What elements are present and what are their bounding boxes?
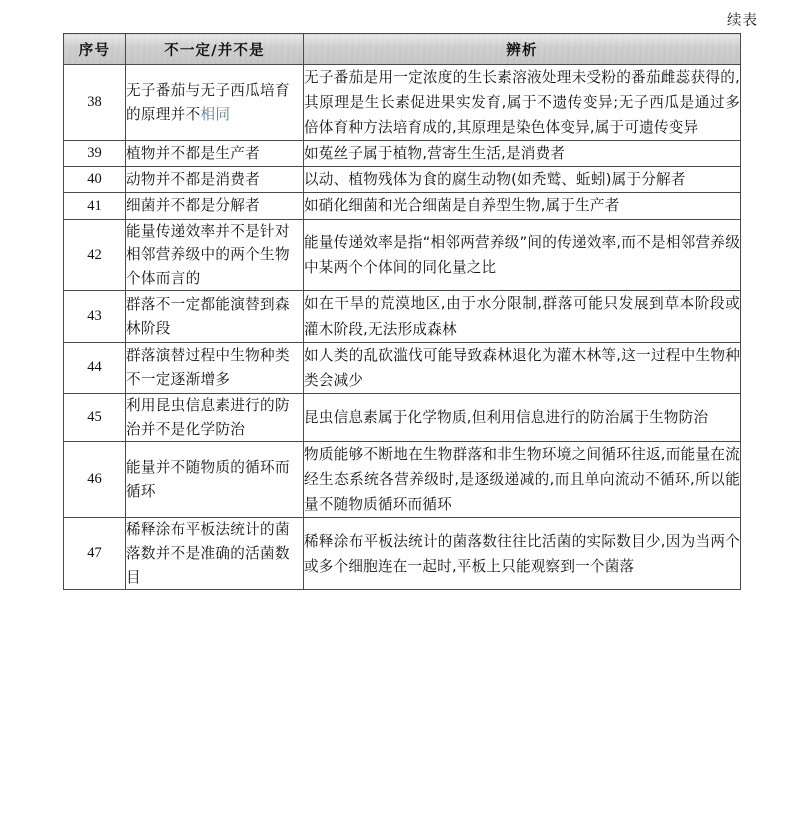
row-explanation: 稀释涂布平板法统计的菌落数往往比活菌的实际数目少,因为当两个或多个细胞连在一起时,平板上只能观察到一个菌落 <box>304 518 741 590</box>
row-claim <box>126 141 304 167</box>
table-row <box>64 291 741 342</box>
table-body <box>64 65 741 590</box>
table-row <box>64 393 741 441</box>
row-claim <box>126 342 304 393</box>
column-header-number: 序号 <box>64 34 126 65</box>
row-claim-text: 无子番茄与无子西瓜培育的原理并不 <box>126 82 290 123</box>
row-number: 42 <box>64 219 126 291</box>
row-claim-text: 群落演替过程中生物种类不一定逐渐增多 <box>126 347 290 388</box>
row-explanation: 能量传递效率是指“相邻两营养级”间的传递效率,而不是相邻营养级中某两个个体间的同化量之比 <box>304 219 741 291</box>
row-explanation: 以动、植物残体为食的腐生动物(如秃鹫、蚯蚓)属于分解者 <box>304 167 741 193</box>
continued-table-caption: 续表 <box>727 13 758 29</box>
row-claim-text: 动物并不都是消费者 <box>126 171 261 189</box>
knowledge-table <box>63 33 741 590</box>
row-number: 38 <box>64 65 126 141</box>
row-explanation: 如人类的乱砍滥伐可能导致森林退化为灌木林等,这一过程中生物种类会减少 <box>304 342 741 393</box>
row-claim <box>126 219 304 291</box>
column-header-explanation: 辨析 <box>304 34 741 65</box>
table-header-row <box>64 34 741 65</box>
table-row <box>64 219 741 291</box>
column-header-claim: 不一定/并不是 <box>126 34 304 65</box>
row-number: 39 <box>64 141 126 167</box>
table-row <box>64 65 741 141</box>
row-claim-text: 群落不一定都能演替到森林阶段 <box>126 295 290 337</box>
row-explanation: 昆虫信息素属于化学物质,但利用信息进行的防治属于生物防治 <box>304 393 741 441</box>
row-explanation: 如在干旱的荒漠地区,由于水分限制,群落可能只发展到草本阶段或灌木阶段,无法形成森林 <box>304 291 741 342</box>
row-explanation: 物质能够不断地在生物群落和非生物环境之间循环往返,而能量在流经生态系统各营养级时,是逐级递减的,而且单向流动不循环,所以能量不随物质循环而循环 <box>304 442 741 518</box>
row-number: 44 <box>64 342 126 393</box>
table-row <box>64 518 741 590</box>
row-claim-text: 细菌并不都是分解者 <box>126 197 261 215</box>
row-claim-text: 能量并不随物质的循环而循环 <box>126 459 290 500</box>
row-number: 40 <box>64 167 126 193</box>
row-number: 45 <box>64 393 126 441</box>
row-claim-text: 利用昆虫信息素进行的防治并不是化学防治 <box>126 396 290 438</box>
row-number: 47 <box>64 518 126 590</box>
row-claim-emphasis: 相同 <box>200 105 231 123</box>
row-explanation: 如菟丝子属于植物,营寄生生活,是消费者 <box>304 141 741 167</box>
row-claim-text: 植物并不都是生产者 <box>126 145 261 162</box>
row-claim <box>126 65 304 141</box>
row-number: 41 <box>64 193 126 219</box>
table-row <box>64 141 741 167</box>
row-explanation: 无子番茄是用一定浓度的生长素溶液处理未受粉的番茄雌蕊获得的,其原理是生长素促进果实发育,属于不遗传变异;无子西瓜是通过多倍体育种方法培育成的,其原理是染色体变异,属于可遗传变异 <box>304 65 741 141</box>
table-header <box>64 34 741 65</box>
row-claim <box>126 291 304 342</box>
row-claim <box>126 193 304 219</box>
table-row <box>64 167 741 193</box>
row-explanation: 如硝化细菌和光合细菌是自养型生物,属于生产者 <box>304 193 741 219</box>
row-number: 43 <box>64 291 126 342</box>
row-claim-text: 能量传递效率并不是针对相邻营养级中的两个生物个体而言的 <box>126 222 290 287</box>
table-container <box>63 33 740 590</box>
table-row <box>64 442 741 518</box>
row-claim <box>126 442 304 518</box>
table-row <box>64 193 741 219</box>
row-claim <box>126 167 304 193</box>
row-claim <box>126 518 304 590</box>
row-claim <box>126 393 304 441</box>
table-row <box>64 342 741 393</box>
row-number: 46 <box>64 442 126 518</box>
row-claim-text: 稀释涂布平板法统计的菌落数并不是准确的活菌数目 <box>126 521 290 586</box>
